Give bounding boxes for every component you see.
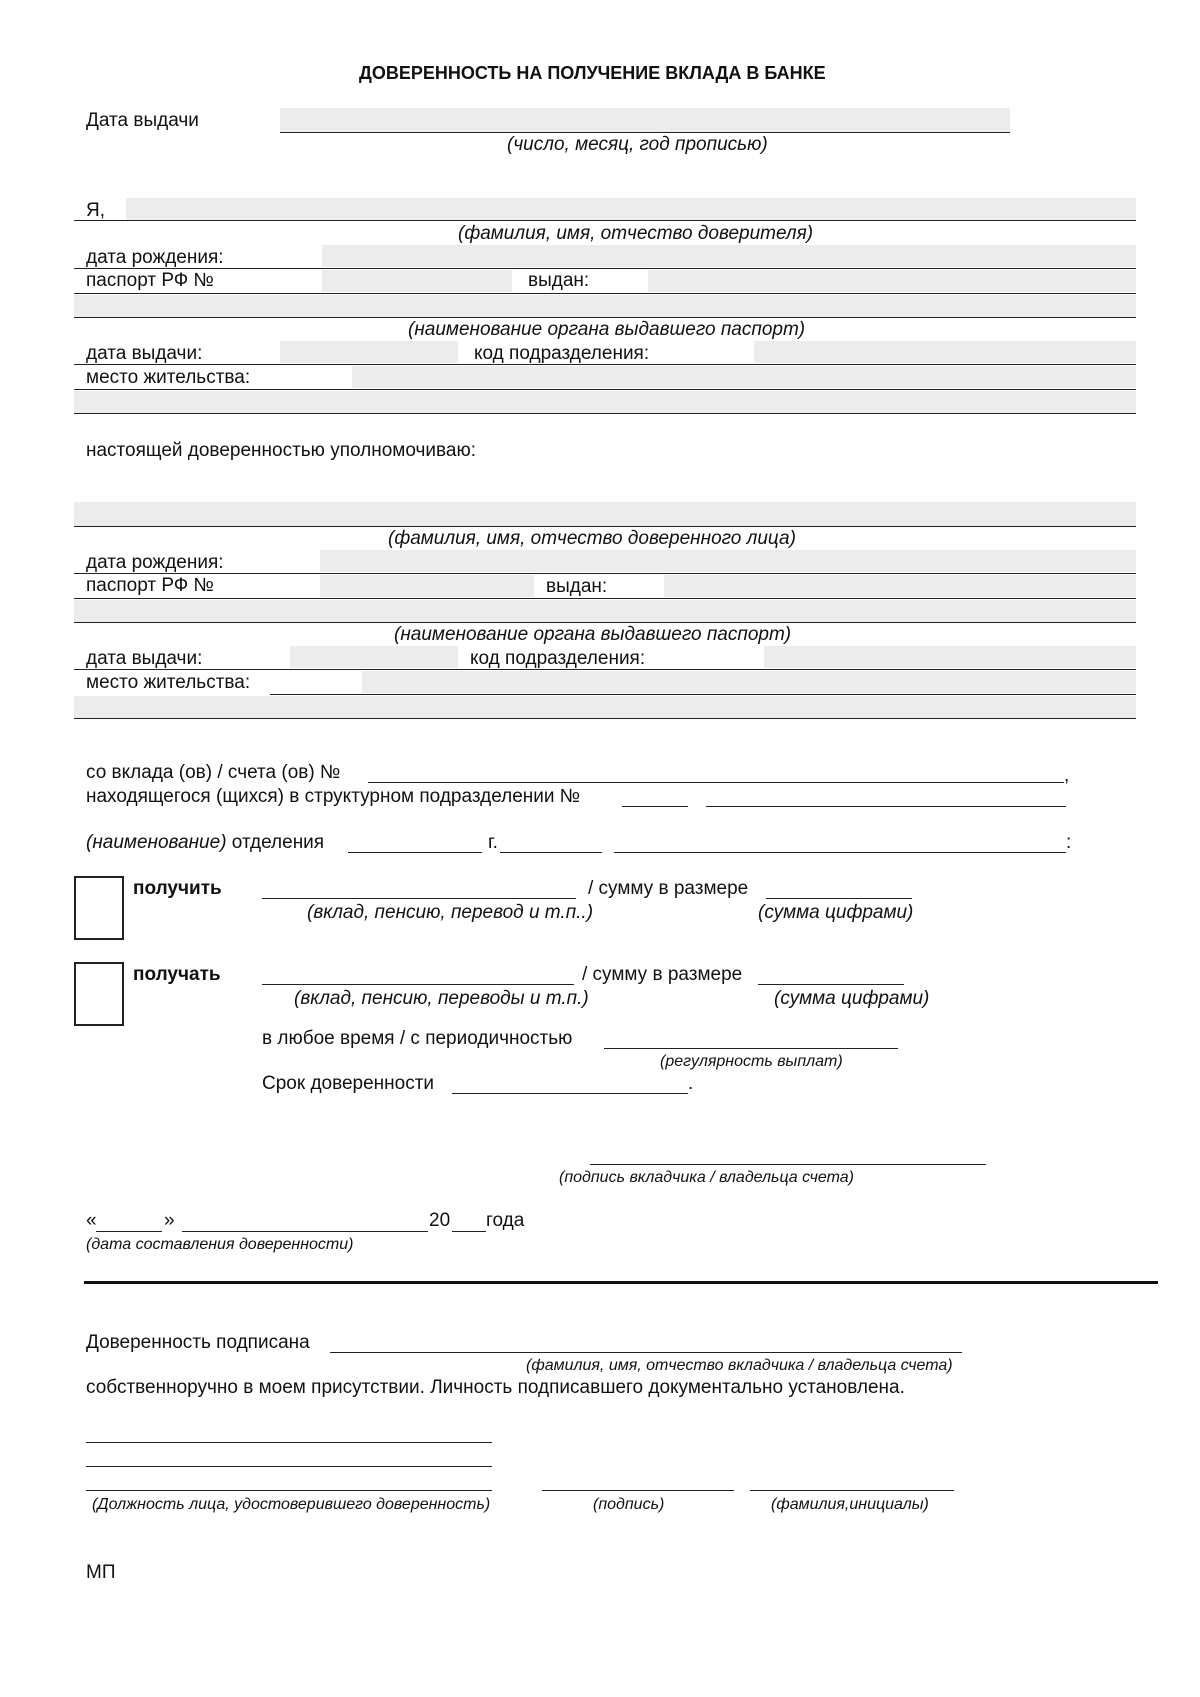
principal-residence-field-2[interactable] [74, 391, 1136, 413]
deposit-number-line[interactable] [368, 782, 1064, 783]
principal-birth-label: дата рождения: [86, 247, 224, 268]
separator [84, 1281, 1158, 1284]
position-hint: (Должность лица, удостоверившего доверенность) [92, 1496, 491, 1513]
city-line[interactable] [500, 852, 602, 853]
issue-date-hint: (число, месяц, год прописью) [507, 134, 768, 155]
certifier-initials-hint: (фамилия,инициалы) [771, 1496, 929, 1513]
agent-dept-code-field[interactable] [764, 646, 1136, 668]
agent-residence-field-2[interactable] [74, 696, 1136, 718]
depositor-signature-line[interactable] [590, 1164, 986, 1165]
receive-periodic-label: получать [133, 964, 221, 985]
principal-authority-hint: (наименование органа выдавшего паспорт) [408, 319, 806, 340]
principal-passport-field[interactable] [322, 270, 512, 292]
principal-residence-label: место жительства: [86, 367, 251, 388]
agent-issued-field[interactable] [664, 575, 1136, 597]
periodicity-line[interactable] [604, 1048, 898, 1049]
term-label: Срок доверенности [262, 1073, 435, 1094]
depositor-signature-hint: (подпись вкладчика / владельца счета) [559, 1169, 854, 1186]
compose-year-line[interactable] [452, 1231, 486, 1232]
principal-issued-label: выдан: [528, 270, 590, 291]
certifier-signature-line[interactable] [542, 1490, 734, 1491]
agent-birth-label: дата рождения: [86, 552, 224, 573]
receive-periodic-checkbox[interactable] [74, 962, 124, 1026]
compose-date-hint: (дата составления доверенности) [86, 1236, 354, 1253]
receive-periodic-sum-line[interactable] [758, 984, 904, 985]
signed-name-hint: (фамилия, имя, отчество вкладчика / владельца счета) [526, 1357, 953, 1374]
authorize-text: настоящей доверенностью уполномочиваю: [86, 440, 476, 461]
receive-once-sum-line[interactable] [766, 898, 912, 899]
issue-date-field[interactable] [280, 108, 1010, 132]
compose-year-prefix: 20 [429, 1210, 451, 1231]
receive-periodic-sum-label: / сумму в размере [582, 964, 743, 985]
principal-name-hint: (фамилия, имя, отчество доверителя) [458, 223, 814, 244]
term-line[interactable] [452, 1093, 688, 1094]
principal-issue-date-field[interactable] [280, 341, 458, 363]
agent-issue-date-label: дата выдачи: [86, 648, 203, 669]
receive-periodic-type-line[interactable] [262, 984, 574, 985]
receive-once-sum-hint: (сумма цифрами) [758, 902, 914, 923]
principal-residence-field[interactable] [352, 366, 1136, 388]
receive-periodic-type-hint: (вклад, пенсию, переводы и т.п.) [294, 988, 589, 1009]
agent-authority-field[interactable] [74, 600, 1136, 622]
agent-name-hint: (фамилия, имя, отчество доверенного лица) [388, 528, 796, 549]
principal-issued-field[interactable] [648, 270, 1136, 292]
agent-birth-field[interactable] [320, 550, 1136, 572]
subdivision-name-line[interactable] [706, 806, 1066, 807]
located-label: находящегося (щихся) в структурном подразделении № [86, 786, 581, 807]
agent-issue-date-field[interactable] [290, 646, 458, 668]
city-label: г. [488, 832, 498, 853]
principal-name-field[interactable] [126, 198, 1136, 220]
receive-once-label: получить [133, 878, 222, 899]
receive-periodic-sum-hint: (сумма цифрами) [774, 988, 930, 1009]
compose-month-line[interactable] [182, 1231, 428, 1232]
receive-once-sum-label: / сумму в размере [588, 878, 749, 899]
principal-passport-label: паспорт РФ № [86, 270, 214, 291]
agent-issued-label: выдан: [546, 576, 608, 597]
subdivision-number-line[interactable] [622, 806, 688, 807]
receive-once-checkbox[interactable] [74, 876, 124, 940]
signed-label: Доверенность подписана [86, 1332, 310, 1353]
position-line-3[interactable] [86, 1490, 492, 1491]
signed-name-line[interactable] [330, 1352, 962, 1353]
issue-date-label: Дата выдачи [86, 110, 199, 131]
certifier-signature-hint: (подпись) [593, 1496, 665, 1513]
agent-name-field[interactable] [74, 502, 1136, 526]
compose-date-open-quote: « [86, 1210, 97, 1231]
principal-prefix: Я, [86, 200, 105, 221]
position-line-2[interactable] [86, 1466, 492, 1467]
branch-address-line[interactable] [614, 852, 1066, 853]
certification-statement: собственноручно в моем присутствии. Личность подписавшего документально установлена. [86, 1377, 905, 1398]
agent-passport-field[interactable] [320, 575, 534, 597]
agent-dept-code-label: код подразделения: [470, 648, 646, 669]
branch-line[interactable] [348, 852, 482, 853]
principal-dept-code-field[interactable] [754, 341, 1136, 363]
branch-name-label: (наименование) [86, 832, 227, 853]
certifier-initials-line[interactable] [750, 1490, 954, 1491]
compose-date-close-quote: » [164, 1210, 175, 1231]
agent-residence-field[interactable] [362, 671, 1136, 693]
agent-authority-hint: (наименование органа выдавшего паспорт) [394, 624, 792, 645]
principal-authority-field[interactable] [74, 295, 1136, 317]
stamp-label: МП [86, 1562, 116, 1583]
position-line-1[interactable] [86, 1442, 492, 1443]
deposit-label: со вклада (ов) / счета (ов) № [86, 762, 341, 783]
principal-birth-field[interactable] [322, 245, 1136, 267]
receive-once-type-line[interactable] [262, 898, 576, 899]
principal-issue-date-label: дата выдачи: [86, 343, 203, 364]
agent-residence-label: место жительства: [86, 672, 251, 693]
document-title: ДОВЕРЕННОСТЬ НА ПОЛУЧЕНИЕ ВКЛАДА В БАНКЕ [359, 63, 826, 83]
periodicity-hint: (регулярность выплат) [660, 1053, 843, 1070]
periodicity-label: в любое время / с периодичностью [262, 1028, 573, 1049]
compose-day-line[interactable] [96, 1231, 162, 1232]
agent-passport-label: паспорт РФ № [86, 575, 214, 596]
compose-year-suffix: года [486, 1210, 525, 1231]
branch-label: отделения [231, 832, 325, 853]
receive-once-type-hint: (вклад, пенсию, перевод и т.п..) [307, 902, 594, 923]
principal-dept-code-label: код подразделения: [474, 343, 650, 364]
